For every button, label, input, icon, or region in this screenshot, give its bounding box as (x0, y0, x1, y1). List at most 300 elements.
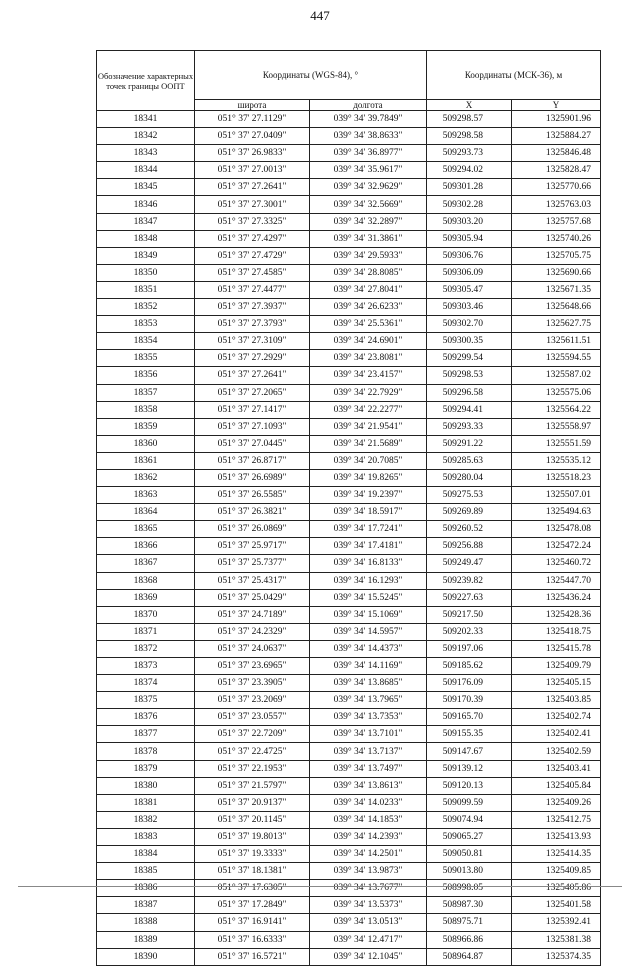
x-cell: 509294.02 (427, 162, 512, 179)
y-cell: 1325460.72 (512, 555, 601, 572)
longitude-cell: 039° 34' 15.5245" (310, 589, 427, 606)
longitude-cell: 039° 34' 36.8977" (310, 145, 427, 162)
table-row (97, 521, 601, 538)
point-id-cell: 18344 (97, 162, 195, 179)
point-id-cell: 18382 (97, 811, 195, 828)
latitude-cell: 051° 37' 27.3109" (195, 333, 310, 350)
point-id-cell: 18350 (97, 264, 195, 281)
x-cell: 509305.94 (427, 230, 512, 247)
x-cell: 508975.71 (427, 914, 512, 931)
y-cell: 1325575.06 (512, 384, 601, 401)
longitude-cell: 039° 34' 23.4157" (310, 367, 427, 384)
latitude-cell: 051° 37' 27.4729" (195, 247, 310, 264)
latitude-cell: 051° 37' 26.9833" (195, 145, 310, 162)
x-cell: 509155.35 (427, 726, 512, 743)
y-cell: 1325414.35 (512, 846, 601, 863)
x-cell: 509099.59 (427, 794, 512, 811)
table-row (97, 452, 601, 469)
point-id-cell: 18343 (97, 145, 195, 162)
x-cell: 509176.09 (427, 675, 512, 692)
table-row (97, 828, 601, 845)
y-cell: 1325402.41 (512, 726, 601, 743)
latitude-cell: 051° 37' 21.5797" (195, 777, 310, 794)
longitude-cell: 039° 34' 14.4373" (310, 640, 427, 657)
longitude-cell: 039° 34' 14.1853" (310, 811, 427, 828)
table-row (97, 709, 601, 726)
point-id-cell: 18372 (97, 640, 195, 657)
latitude-cell: 051° 37' 27.4297" (195, 230, 310, 247)
latitude-cell: 051° 37' 20.1145" (195, 811, 310, 828)
x-cell: 509256.88 (427, 538, 512, 555)
point-id-cell: 18354 (97, 333, 195, 350)
y-cell: 1325594.55 (512, 350, 601, 367)
latitude-cell: 051° 37' 22.4725" (195, 743, 310, 760)
y-cell: 1325627.75 (512, 316, 601, 333)
table-row (97, 675, 601, 692)
table-row (97, 316, 601, 333)
x-cell: 509293.33 (427, 418, 512, 435)
y-cell: 1325418.75 (512, 623, 601, 640)
y-cell: 1325409.85 (512, 863, 601, 880)
longitude-cell: 039° 34' 19.2397" (310, 487, 427, 504)
longitude-cell: 039° 34' 17.4181" (310, 538, 427, 555)
point-id-cell: 18386 (97, 880, 195, 897)
point-id-cell: 18385 (97, 863, 195, 880)
point-id-cell: 18345 (97, 179, 195, 196)
y-cell: 1325381.38 (512, 931, 601, 948)
table-body (97, 111, 601, 966)
latitude-cell: 051° 37' 25.9717" (195, 538, 310, 555)
y-cell: 1325757.68 (512, 213, 601, 230)
point-id-cell: 18374 (97, 675, 195, 692)
y-cell: 1325884.27 (512, 128, 601, 145)
header-latitude: широта (195, 100, 310, 111)
latitude-cell: 051° 37' 26.8717" (195, 452, 310, 469)
longitude-cell: 039° 34' 22.7929" (310, 384, 427, 401)
x-cell: 509197.06 (427, 640, 512, 657)
latitude-cell: 051° 37' 20.9137" (195, 794, 310, 811)
x-cell: 508964.87 (427, 948, 512, 965)
point-id-cell: 18373 (97, 658, 195, 675)
longitude-cell: 039° 34' 26.6233" (310, 299, 427, 316)
y-cell: 1325403.41 (512, 760, 601, 777)
y-cell: 1325409.79 (512, 658, 601, 675)
table-row (97, 692, 601, 709)
header-y: Y (512, 100, 601, 111)
point-id-cell: 18360 (97, 435, 195, 452)
x-cell: 509165.70 (427, 709, 512, 726)
latitude-cell: 051° 37' 22.1953" (195, 760, 310, 777)
longitude-cell: 039° 34' 13.7965" (310, 692, 427, 709)
x-cell: 509050.81 (427, 846, 512, 863)
latitude-cell: 051° 37' 25.4317" (195, 572, 310, 589)
x-cell: 509302.28 (427, 196, 512, 213)
point-id-cell: 18367 (97, 555, 195, 572)
longitude-cell: 039° 34' 13.7497" (310, 760, 427, 777)
table-row (97, 811, 601, 828)
y-cell: 1325436.24 (512, 589, 601, 606)
point-id-cell: 18351 (97, 281, 195, 298)
latitude-cell: 051° 37' 27.4585" (195, 264, 310, 281)
latitude-cell: 051° 37' 23.6965" (195, 658, 310, 675)
x-cell: 509298.53 (427, 367, 512, 384)
latitude-cell: 051° 37' 23.3905" (195, 675, 310, 692)
x-cell: 509285.63 (427, 452, 512, 469)
table-row (97, 264, 601, 281)
x-cell: 509291.22 (427, 435, 512, 452)
table-row (97, 367, 601, 384)
table-row (97, 213, 601, 230)
y-cell: 1325901.96 (512, 111, 601, 128)
longitude-cell: 039° 34' 13.9873" (310, 863, 427, 880)
latitude-cell: 051° 37' 22.7209" (195, 726, 310, 743)
point-id-cell: 18376 (97, 709, 195, 726)
latitude-cell: 051° 37' 27.2641" (195, 367, 310, 384)
latitude-cell: 051° 37' 27.3937" (195, 299, 310, 316)
table-row (97, 128, 601, 145)
latitude-cell: 051° 37' 26.0869" (195, 521, 310, 538)
table-row (97, 418, 601, 435)
latitude-cell: 051° 37' 23.0557" (195, 709, 310, 726)
x-cell: 509298.57 (427, 111, 512, 128)
point-id-cell: 18362 (97, 469, 195, 486)
latitude-cell: 051° 37' 23.2069" (195, 692, 310, 709)
latitude-cell: 051° 37' 27.2641" (195, 179, 310, 196)
x-cell: 509013.80 (427, 863, 512, 880)
table-row (97, 555, 601, 572)
table-row (97, 914, 601, 931)
point-id-cell: 18364 (97, 504, 195, 521)
longitude-cell: 039° 34' 24.6901" (310, 333, 427, 350)
point-id-cell: 18355 (97, 350, 195, 367)
point-id-cell: 18378 (97, 743, 195, 760)
x-cell: 509217.50 (427, 606, 512, 623)
point-id-cell: 18365 (97, 521, 195, 538)
point-id-cell: 18361 (97, 452, 195, 469)
point-id-cell: 18379 (97, 760, 195, 777)
y-cell: 1325402.59 (512, 743, 601, 760)
latitude-cell: 051° 37' 27.2065" (195, 384, 310, 401)
latitude-cell: 051° 37' 27.3001" (195, 196, 310, 213)
point-id-cell: 18357 (97, 384, 195, 401)
table-row (97, 931, 601, 948)
y-cell: 1325763.03 (512, 196, 601, 213)
point-id-cell: 18371 (97, 623, 195, 640)
x-cell: 509298.58 (427, 128, 512, 145)
coordinates-table (96, 50, 601, 966)
latitude-cell: 051° 37' 24.2329" (195, 623, 310, 640)
latitude-cell: 051° 37' 26.6989" (195, 469, 310, 486)
point-id-cell: 18353 (97, 316, 195, 333)
y-cell: 1325648.66 (512, 299, 601, 316)
footer-divider (18, 886, 622, 887)
x-cell: 509227.63 (427, 589, 512, 606)
table-row (97, 299, 601, 316)
x-cell: 509147.67 (427, 743, 512, 760)
point-id-cell: 18342 (97, 128, 195, 145)
longitude-cell: 039° 34' 21.9541" (310, 418, 427, 435)
point-id-cell: 18358 (97, 401, 195, 418)
longitude-cell: 039° 34' 28.8085" (310, 264, 427, 281)
y-cell: 1325705.75 (512, 247, 601, 264)
longitude-cell: 039° 34' 31.3861" (310, 230, 427, 247)
longitude-cell: 039° 34' 32.9629" (310, 179, 427, 196)
y-cell: 1325415.78 (512, 640, 601, 657)
longitude-cell: 039° 34' 19.8265" (310, 469, 427, 486)
table-row (97, 435, 601, 452)
point-id-cell: 18347 (97, 213, 195, 230)
x-cell: 509065.27 (427, 828, 512, 845)
latitude-cell: 051° 37' 27.1129" (195, 111, 310, 128)
x-cell: 509202.33 (427, 623, 512, 640)
longitude-cell: 039° 34' 38.8633" (310, 128, 427, 145)
x-cell: 509275.53 (427, 487, 512, 504)
y-cell: 1325587.02 (512, 367, 601, 384)
x-cell: 508998.05 (427, 880, 512, 897)
latitude-cell: 051° 37' 24.0637" (195, 640, 310, 657)
longitude-cell: 039° 34' 15.1069" (310, 606, 427, 623)
x-cell: 508966.86 (427, 931, 512, 948)
latitude-cell: 051° 37' 27.1093" (195, 418, 310, 435)
y-cell: 1325472.24 (512, 538, 601, 555)
y-cell: 1325392.41 (512, 914, 601, 931)
longitude-cell: 039° 34' 32.5669" (310, 196, 427, 213)
table-row (97, 538, 601, 555)
longitude-cell: 039° 34' 13.5373" (310, 897, 427, 914)
table-row (97, 504, 601, 521)
table-row (97, 384, 601, 401)
point-id-cell: 18370 (97, 606, 195, 623)
latitude-cell: 051° 37' 17.6305" (195, 880, 310, 897)
table-row (97, 863, 601, 880)
longitude-cell: 039° 34' 21.5689" (310, 435, 427, 452)
y-cell: 1325402.74 (512, 709, 601, 726)
x-cell: 509306.09 (427, 264, 512, 281)
y-cell: 1325401.58 (512, 897, 601, 914)
y-cell: 1325412.75 (512, 811, 601, 828)
table-row (97, 162, 601, 179)
point-id-cell: 18380 (97, 777, 195, 794)
page-number: 447 (310, 8, 330, 23)
longitude-cell: 039° 34' 12.1045" (310, 948, 427, 965)
latitude-cell: 051° 37' 19.3333" (195, 846, 310, 863)
table-row (97, 469, 601, 486)
x-cell: 509170.39 (427, 692, 512, 709)
table-row (97, 281, 601, 298)
point-id-cell: 18390 (97, 948, 195, 965)
table-row (97, 333, 601, 350)
x-cell: 509303.46 (427, 299, 512, 316)
longitude-cell: 039° 34' 22.2277" (310, 401, 427, 418)
table-row (97, 247, 601, 264)
point-id-cell: 18346 (97, 196, 195, 213)
y-cell: 1325507.01 (512, 487, 601, 504)
longitude-cell: 039° 34' 32.2897" (310, 213, 427, 230)
latitude-cell: 051° 37' 24.7189" (195, 606, 310, 623)
longitude-cell: 039° 34' 13.8685" (310, 675, 427, 692)
point-id-cell: 18356 (97, 367, 195, 384)
longitude-cell: 039° 34' 39.7849" (310, 111, 427, 128)
longitude-cell: 039° 34' 13.7137" (310, 743, 427, 760)
y-cell: 1325611.51 (512, 333, 601, 350)
table-row (97, 743, 601, 760)
x-cell: 509185.62 (427, 658, 512, 675)
point-id-cell: 18349 (97, 247, 195, 264)
y-cell: 1325447.70 (512, 572, 601, 589)
y-cell: 1325535.12 (512, 452, 601, 469)
longitude-cell: 039° 34' 13.7353" (310, 709, 427, 726)
table-row (97, 487, 601, 504)
x-cell: 509280.04 (427, 469, 512, 486)
latitude-cell: 051° 37' 27.3793" (195, 316, 310, 333)
point-id-cell: 18366 (97, 538, 195, 555)
y-cell: 1325551.59 (512, 435, 601, 452)
point-id-cell: 18377 (97, 726, 195, 743)
longitude-cell: 039° 34' 27.8041" (310, 281, 427, 298)
table-row (97, 658, 601, 675)
x-cell: 509074.94 (427, 811, 512, 828)
y-cell: 1325671.35 (512, 281, 601, 298)
latitude-cell: 051° 37' 27.0409" (195, 128, 310, 145)
longitude-cell: 039° 34' 14.1169" (310, 658, 427, 675)
latitude-cell: 051° 37' 17.2849" (195, 897, 310, 914)
x-cell: 509300.35 (427, 333, 512, 350)
longitude-cell: 039° 34' 13.8613" (310, 777, 427, 794)
latitude-cell: 051° 37' 27.2929" (195, 350, 310, 367)
y-cell: 1325564.22 (512, 401, 601, 418)
table-row (97, 196, 601, 213)
y-cell: 1325770.66 (512, 179, 601, 196)
longitude-cell: 039° 34' 18.5917" (310, 504, 427, 521)
y-cell: 1325409.26 (512, 794, 601, 811)
table-row (97, 880, 601, 897)
x-cell: 509302.70 (427, 316, 512, 333)
latitude-cell: 051° 37' 25.7377" (195, 555, 310, 572)
table-row (97, 179, 601, 196)
longitude-cell: 039° 34' 13.7101" (310, 726, 427, 743)
table-row (97, 623, 601, 640)
table-row (97, 589, 601, 606)
point-id-cell: 18359 (97, 418, 195, 435)
x-cell: 509294.41 (427, 401, 512, 418)
y-cell: 1325405.15 (512, 675, 601, 692)
table-row (97, 948, 601, 965)
longitude-cell: 039° 34' 29.5933" (310, 247, 427, 264)
x-cell: 509305.47 (427, 281, 512, 298)
y-cell: 1325478.08 (512, 521, 601, 538)
header-wgs84-coordinates: Координаты (WGS-84), ° (195, 51, 427, 100)
y-cell: 1325558.97 (512, 418, 601, 435)
x-cell: 509301.28 (427, 179, 512, 196)
table-row (97, 777, 601, 794)
header-longitude: долгота (310, 100, 427, 111)
table-row (97, 145, 601, 162)
point-id-cell: 18389 (97, 931, 195, 948)
latitude-cell: 051° 37' 16.9141" (195, 914, 310, 931)
x-cell: 509260.52 (427, 521, 512, 538)
table-row (97, 846, 601, 863)
latitude-cell: 051° 37' 25.0429" (195, 589, 310, 606)
x-cell: 509249.47 (427, 555, 512, 572)
table-row (97, 726, 601, 743)
table-row (97, 606, 601, 623)
point-id-cell: 18363 (97, 487, 195, 504)
latitude-cell: 051° 37' 27.0013" (195, 162, 310, 179)
table-row (97, 794, 601, 811)
latitude-cell: 051° 37' 19.8013" (195, 828, 310, 845)
point-id-cell: 18375 (97, 692, 195, 709)
latitude-cell: 051° 37' 27.3325" (195, 213, 310, 230)
y-cell: 1325518.23 (512, 469, 601, 486)
x-cell: 509239.82 (427, 572, 512, 589)
longitude-cell: 039° 34' 14.2501" (310, 846, 427, 863)
x-cell: 509296.58 (427, 384, 512, 401)
y-cell: 1325403.85 (512, 692, 601, 709)
longitude-cell: 039° 34' 14.5957" (310, 623, 427, 640)
table-row (97, 401, 601, 418)
x-cell: 509269.89 (427, 504, 512, 521)
x-cell: 508987.30 (427, 897, 512, 914)
longitude-cell: 039° 34' 13.7677" (310, 880, 427, 897)
y-cell: 1325405.86 (512, 880, 601, 897)
latitude-cell: 051° 37' 26.3821" (195, 504, 310, 521)
table-row (97, 640, 601, 657)
longitude-cell: 039° 34' 23.8081" (310, 350, 427, 367)
latitude-cell: 051° 37' 27.0445" (195, 435, 310, 452)
longitude-cell: 039° 34' 16.1293" (310, 572, 427, 589)
x-cell: 509306.76 (427, 247, 512, 264)
y-cell: 1325846.48 (512, 145, 601, 162)
longitude-cell: 039° 34' 14.2393" (310, 828, 427, 845)
table-row (97, 572, 601, 589)
table-row (97, 760, 601, 777)
latitude-cell: 051° 37' 16.6333" (195, 931, 310, 948)
y-cell: 1325413.93 (512, 828, 601, 845)
y-cell: 1325405.84 (512, 777, 601, 794)
latitude-cell: 051° 37' 26.5585" (195, 487, 310, 504)
point-id-cell: 18368 (97, 572, 195, 589)
header-point-designation: Обозначение характерных точек границы ООПТ (97, 51, 195, 111)
longitude-cell: 039° 34' 25.5361" (310, 316, 427, 333)
latitude-cell: 051° 37' 27.1417" (195, 401, 310, 418)
x-cell: 509139.12 (427, 760, 512, 777)
x-cell: 509293.73 (427, 145, 512, 162)
latitude-cell: 051° 37' 27.4477" (195, 281, 310, 298)
point-id-cell: 18381 (97, 794, 195, 811)
point-id-cell: 18383 (97, 828, 195, 845)
point-id-cell: 18369 (97, 589, 195, 606)
x-cell: 509303.20 (427, 213, 512, 230)
longitude-cell: 039° 34' 13.0513" (310, 914, 427, 931)
latitude-cell: 051° 37' 18.1381" (195, 863, 310, 880)
y-cell: 1325828.47 (512, 162, 601, 179)
header-x: X (427, 100, 512, 111)
point-id-cell: 18388 (97, 914, 195, 931)
longitude-cell: 039° 34' 14.0233" (310, 794, 427, 811)
y-cell: 1325690.66 (512, 264, 601, 281)
point-id-cell: 18352 (97, 299, 195, 316)
y-cell: 1325740.26 (512, 230, 601, 247)
table-row (97, 897, 601, 914)
table-row (97, 111, 601, 128)
point-id-cell: 18348 (97, 230, 195, 247)
y-cell: 1325428.36 (512, 606, 601, 623)
table-row (97, 350, 601, 367)
y-cell: 1325374.35 (512, 948, 601, 965)
x-cell: 509120.13 (427, 777, 512, 794)
longitude-cell: 039° 34' 17.7241" (310, 521, 427, 538)
point-id-cell: 18384 (97, 846, 195, 863)
